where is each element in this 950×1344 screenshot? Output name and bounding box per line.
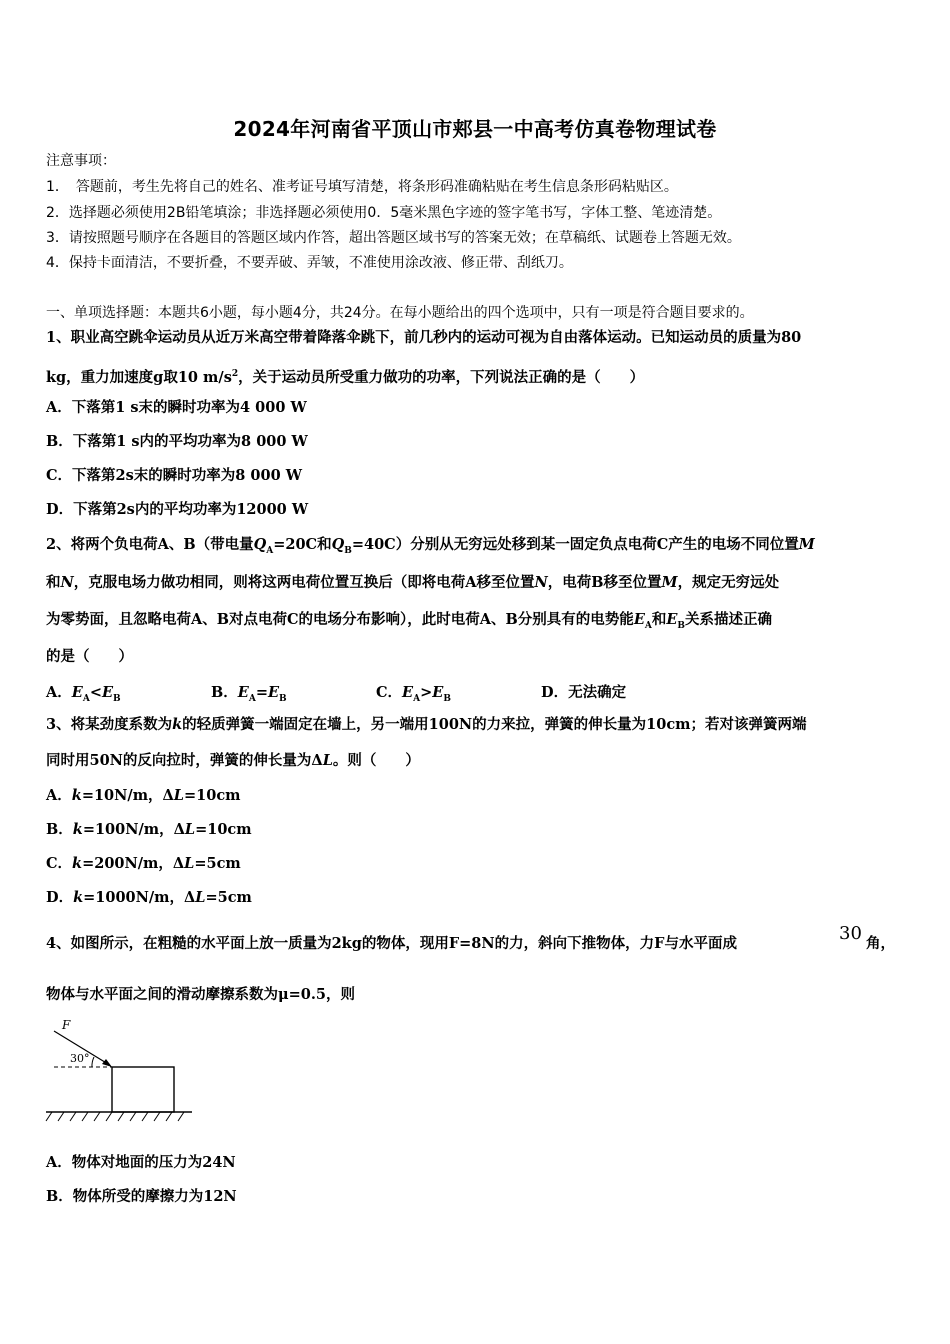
- q2-option-a: A．$E_A<E_B$: [46, 684, 121, 704]
- q4-option-a: A．物体对地面的压力为24N: [46, 1154, 236, 1171]
- q1-option-c: C．下落第2s末的瞬时功率为8 000 W: [46, 467, 303, 484]
- force-label: F: [62, 1018, 71, 1032]
- q2-stem-line2: 和N，克服电场力做功相同，则将这两电荷位置互换后（即将电荷A移至位置N，电荷B移至位置M，规定无穷远处: [46, 574, 780, 591]
- notice-item-4: 4．保持卡面清洁，不要折叠，不要弄破、弄皱，不准使用涂改液、修正带、刮纸刀。: [46, 255, 573, 271]
- q1-stem-line2: kg，重力加速度g取10 $m/s^2$，关于运动员所受重力做功的功率，下列说法正确的是（ ）: [46, 368, 645, 386]
- q4-option-b: B．物体所受的摩擦力为12N: [46, 1188, 237, 1205]
- q4-angle-value: 30: [839, 923, 862, 944]
- q2-stem-line4: 的是（ ）: [46, 648, 133, 665]
- q3-option-a: A．k=10N/m，ΔL=10cm: [46, 787, 241, 804]
- page-title: 2024年河南省平顶山市郏县一中高考仿真卷物理试卷: [233, 117, 717, 141]
- q1-option-b: B．下落第1 s内的平均功率为8 000 W: [46, 433, 308, 450]
- force-arrowhead: [102, 1059, 112, 1067]
- q3-option-d: D．k=1000N/m，ΔL=5cm: [46, 889, 252, 906]
- notice-item-1: 1． 答题前，考生先将自己的姓名、准考证号填写清楚，将条形码准确粘贴在考生信息条形码粘贴区。: [46, 179, 678, 195]
- q4-stem-line2: 物体与水平面之间的滑动摩擦系数为μ=0.5，则: [46, 986, 355, 1003]
- notice-heading: 注意事项：: [46, 153, 116, 169]
- q2-option-d: D．无法确定: [541, 684, 627, 701]
- block: [112, 1067, 174, 1112]
- angle-label: 30°: [70, 1052, 90, 1065]
- angle-arc: [92, 1057, 94, 1067]
- q4-stem-line1-end: 角，: [866, 935, 895, 952]
- q1-option-d: D．下落第2s内的平均功率为12000 W: [46, 501, 309, 518]
- section-heading: 一、单项选择题：本题共6小题，每小题4分，共24分。在每小题给出的四个选项中，只有一项是符合题目要求的。: [46, 305, 754, 321]
- q4-figure: [40, 1015, 200, 1127]
- q3-stem-line1: 3、将某劲度系数为k的轻质弹簧一端固定在墙上，另一端用100N的力来拉，弹簧的伸长量为10cm；若对该弹簧两端: [46, 716, 807, 733]
- ground-hatching: [46, 1112, 184, 1121]
- notice-item-2: 2．选择题必须使用2B铅笔填涂；非选择题必须使用0．5毫米黑色字迹的签字笔书写，字体工整、笔迹清楚。: [46, 205, 722, 221]
- q3-option-c: C．k=200N/m，ΔL=5cm: [46, 855, 241, 872]
- q3-stem-line2: 同时用50N的反向拉时，弹簧的伸长量为ΔL。则（ ）: [46, 752, 420, 769]
- q1-option-a: A．下落第1 s末的瞬时功率为4 000 W: [46, 399, 307, 416]
- notice-item-3: 3．请按照题号顺序在各题目的答题区域内作答，超出答题区域书写的答案无效；在草稿纸、试题卷上答题无效。: [46, 230, 741, 246]
- q4-stem-line1: 4、如图所示，在粗糙的水平面上放一质量为2kg的物体，现用F=8N的力，斜向下推物体，力F与水平面成: [46, 935, 737, 952]
- q2-stem-line3: 为零势面，且忽略电荷A、B对点电荷C的电场分布影响），此时电荷A、B分别具有的电势能$E_A$和$E_B$关系描述正确: [46, 611, 773, 631]
- q2-option-c: C．$E_A>E_B$: [376, 684, 451, 704]
- q3-option-b: B．k=100N/m，ΔL=10cm: [46, 821, 252, 838]
- q1-stem-line1: 1、职业高空跳伞运动员从近万米高空带着降落伞跳下，前几秒内的运动可视为自由落体运动。已知运动员的质量为80: [46, 329, 802, 346]
- q2-option-b: B．$E_A=E_B$: [211, 684, 287, 704]
- q2-stem-line1: 2、将两个负电荷A、B（带电量$Q_A=20C$和$Q_B=40C$）分别从无穷远处移到某一固定负点电荷C产生的电场不同位置M: [46, 536, 815, 556]
